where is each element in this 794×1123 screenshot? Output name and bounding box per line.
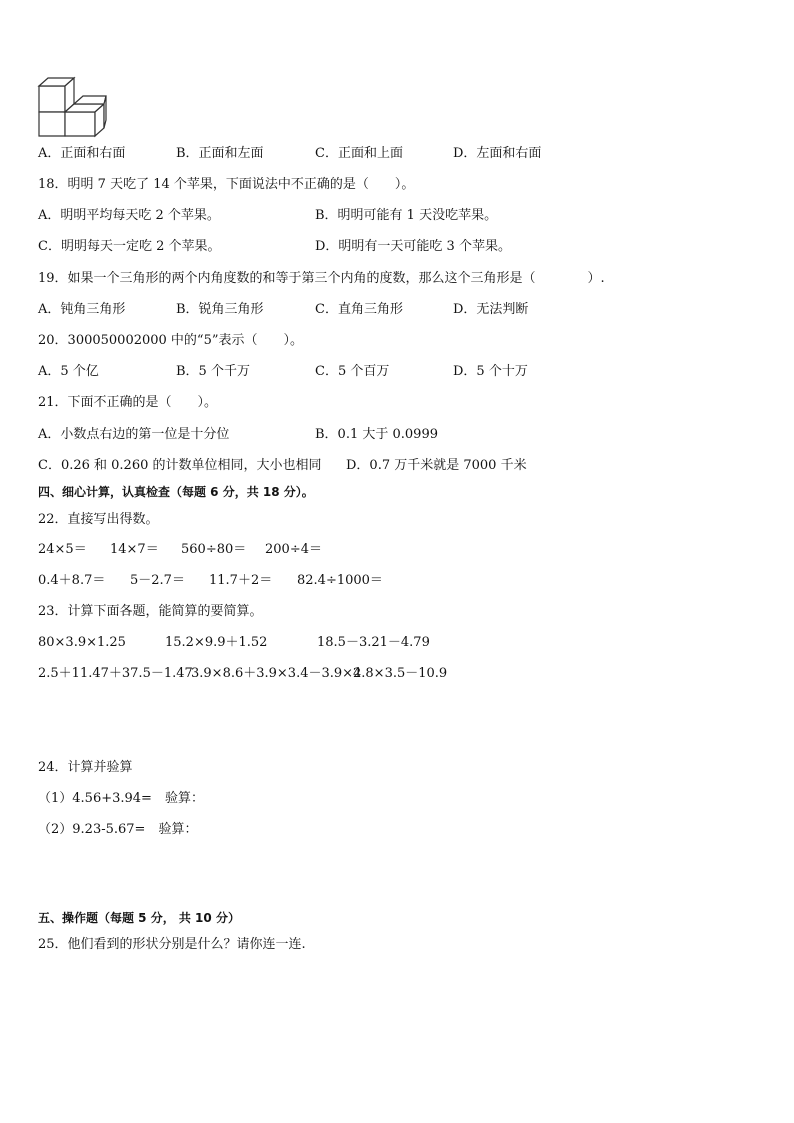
q20-option-d: D．5 个十万 (453, 364, 528, 379)
q20-stem: 20．300050002000 中的“5”表示（ ）。 (38, 333, 303, 348)
q22-stem: 22．直接写出得数。 (38, 512, 159, 527)
q21-stem: 21．下面不正确的是（ ）。 (38, 395, 218, 410)
q23-expr-1: 80×3.9×1.25 (38, 635, 126, 650)
q18-stem: 18．明明 7 天吃了 14 个苹果，下面说法中不正确的是（ ）。 (38, 177, 415, 192)
q19-option-c: C．直角三角形 (315, 302, 403, 317)
q19-option-b: B．锐角三角形 (176, 302, 264, 317)
q19-option-a: A．钝角三角形 (38, 302, 126, 317)
q17-option-a: A．正面和右面 (38, 146, 126, 161)
q22-expr-1: 24×5＝ (38, 542, 87, 557)
cube-stack-figure (36, 74, 110, 138)
q25-stem: 25．他们看到的形状分别是什么？请你连一连. (38, 937, 306, 952)
q23-expr-3: 18.5－3.21－4.79 (317, 635, 430, 650)
q19-option-d: D．无法判断 (453, 302, 529, 317)
q20-option-b: B．5 个千万 (176, 364, 250, 379)
q18-option-a: A．明明平均每天吃 2 个苹果。 (38, 208, 220, 223)
q21-option-d: D．0.7 万千米就是 7000 千米 (346, 458, 527, 473)
q17-option-c: C．正面和上面 (315, 146, 403, 161)
q24-item-1: （1）4.56+3.94= 验算： (38, 791, 204, 806)
q24-stem: 24．计算并验算 (38, 760, 133, 775)
q22-expr-4: 200÷4＝ (265, 542, 322, 557)
q22-expr-2: 14×7＝ (110, 542, 159, 557)
q20-option-c: C．5 个百万 (315, 364, 390, 379)
q24-item-2: （2）9.23-5.67= 验算： (38, 822, 198, 837)
q22-expr-3: 560÷80＝ (181, 542, 247, 557)
q20-option-a: A．5 个亿 (38, 364, 99, 379)
q21-option-b: B．0.1 大于 0.0999 (315, 427, 438, 442)
q23-expr-6: 4.8×3.5－10.9 (353, 666, 448, 681)
q17-option-b: B．正面和左面 (176, 146, 264, 161)
q18-option-d: D．明明有一天可能吃 3 个苹果。 (315, 239, 511, 254)
q22-expr-6: 5－2.7＝ (130, 573, 185, 588)
q22-expr-5: 0.4＋8.7＝ (38, 573, 106, 588)
section-5-title: 五、操作题（每题 5 分， 共 10 分） (38, 911, 240, 925)
q23-expr-5: 3.9×8.6＋3.9×3.4－3.9×2 (191, 666, 362, 681)
q18-option-c: C．明明每天一定吃 2 个苹果。 (38, 239, 221, 254)
q17-option-d: D．左面和右面 (453, 146, 542, 161)
q23-expr-4: 2.5＋11.47＋37.5－1.47 (38, 666, 193, 681)
q23-expr-2: 15.2×9.9＋1.52 (165, 635, 268, 650)
q21-option-a: A．小数点右边的第一位是十分位 (38, 427, 230, 442)
section-4-title: 四、细心计算，认真检查（每题 6 分，共 18 分）。 (38, 485, 314, 499)
q19-stem: 19．如果一个三角形的两个内角度数的和等于第三个内角的度数，那么这个三角形是（ ）. (38, 271, 605, 286)
q23-stem: 23．计算下面各题，能简算的要简算。 (38, 604, 263, 619)
q22-expr-7: 11.7＋2＝ (209, 573, 273, 588)
q22-expr-8: 82.4÷1000＝ (297, 573, 383, 588)
q21-option-c: C．0.26 和 0.260 的计数单位相同，大小也相同 (38, 458, 322, 473)
q18-option-b: B．明明可能有 1 天没吃苹果。 (315, 208, 498, 223)
